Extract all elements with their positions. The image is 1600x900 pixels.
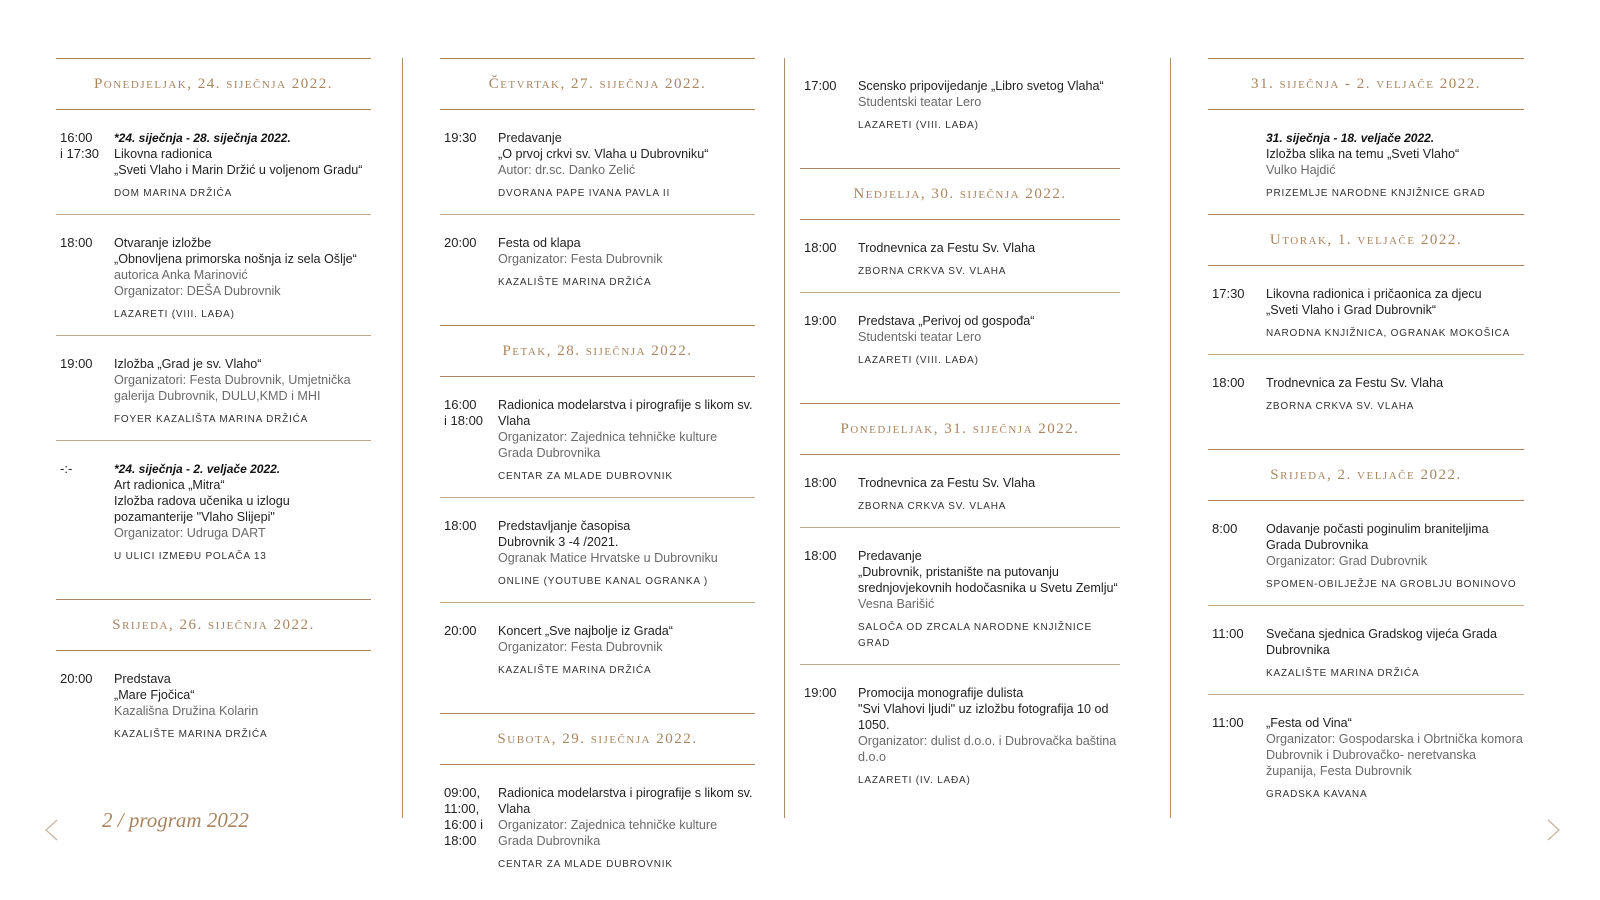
event-organizer: Organizator: Udruga DART (114, 526, 266, 540)
event-organizer: Studentski teatar Lero (858, 330, 982, 344)
event-time (800, 685, 858, 789)
chevron-left-icon (42, 818, 62, 842)
section-spacer (800, 146, 1120, 168)
event-organizer: Kazališna Družina Kolarin (114, 704, 259, 718)
event-details (498, 623, 755, 679)
event-title-line: „Sveti Vlaho i Grad Dubrovnik“ (1266, 303, 1437, 317)
event-location: SALOČA OD ZRCALA NARODNE KNJIŽNICE GRAD (858, 622, 1092, 649)
event-time (1208, 375, 1266, 415)
event-time-line: 18:00 (804, 475, 837, 490)
event-title-line: Promocija monografije dulista (858, 686, 1024, 700)
page-label: 2 / program 2022 (102, 808, 249, 832)
event-location: CENTAR ZA MLADE DUBROVNIK (498, 471, 673, 482)
event-details (114, 235, 371, 323)
event-time-line: 18:00 (1212, 375, 1245, 390)
event-location: U ULICI IZMEĐU POLAČA 13 (114, 551, 267, 562)
event-location: NARODNA KNJIŽNICA, OGRANAK MOKOŠICA (1266, 328, 1511, 339)
event-item (800, 220, 1120, 293)
event-title-line: „Festa od Vina“ (1266, 716, 1352, 730)
event-organizer: autorica Anka Marinović (114, 268, 248, 282)
event-time (56, 235, 114, 323)
event-time-line: 18:00 (444, 518, 477, 533)
event-title-line: Radionica modelarstva i pirografije s likom sv. Vlaha (498, 786, 753, 816)
day-title: 31. siječnja - 2. veljače 2022. (1251, 75, 1481, 92)
event-item (1208, 355, 1524, 427)
schedule-column-2 (440, 58, 755, 885)
event-title-line: Predavanje (498, 131, 562, 145)
event-title-line: Dubrovnik 3 -4 /2021. (498, 535, 619, 549)
event-time (440, 235, 498, 291)
event-details (1266, 715, 1524, 803)
event-time-line: 18:00 (444, 833, 477, 848)
event-time (1208, 626, 1266, 682)
event-title-line: Art radionica „Mitra“ (114, 478, 225, 492)
event-organizer: Organizator: DEŠA Dubrovnik (114, 284, 281, 298)
event-time-line: 19:30 (444, 130, 477, 145)
event-location: DVORANA PAPE IVANA PAVLA II (498, 188, 671, 199)
day-header (1208, 214, 1524, 266)
event-title-line: Likovna radionica i pričaonica za djecu (1266, 287, 1482, 301)
event-details (858, 548, 1120, 652)
event-details (498, 785, 755, 873)
event-time-line: 17:00 (804, 78, 837, 93)
event-title-line: „Mare Fjočica“ (114, 688, 195, 702)
event-time (800, 475, 858, 515)
event-details (114, 130, 371, 202)
section-spacer (1208, 427, 1524, 449)
event-item (440, 110, 755, 215)
day-header (56, 58, 371, 110)
event-date-range: *24. siječnja - 28. siječnja 2022. (114, 131, 291, 145)
event-location: LAZARETI (IV. LAĐA) (858, 775, 971, 786)
event-title-line: Izložba slika na temu „Sveti Vlaho“ (1266, 147, 1460, 161)
event-details (858, 475, 1120, 515)
event-time (56, 461, 114, 565)
event-time-line: 19:00 (804, 313, 837, 328)
event-title-line: Likovna radionica (114, 147, 213, 161)
event-organizer: Organizator: Gospodarska i Obrtnička komora Dubrovnik i Dubrovačko- neretvanska županija, Festa Dubrovnik (1266, 732, 1523, 778)
day-header (440, 325, 755, 377)
event-item (1208, 606, 1524, 695)
event-location: KAZALIŠTE MARINA DRŽIĆA (114, 729, 268, 740)
event-location: DOM MARINA DRŽIĆA (114, 188, 233, 199)
event-time-line: 16:00 (444, 397, 477, 412)
section-spacer (56, 577, 371, 599)
event-title-line: „Dubrovnik, pristanište na putovanju srednjovjekovnih hodočasnika u Svetu Zemlju“ (858, 565, 1118, 595)
event-details (1266, 521, 1524, 593)
event-location: ZBORNA CRKVA SV. VLAHA (858, 501, 1007, 512)
event-organizer: Organizator: Festa Dubrovnik (498, 640, 663, 654)
event-time (1208, 521, 1266, 593)
event-details (1266, 286, 1524, 342)
schedule-column-3 (800, 58, 1120, 801)
day-header (440, 713, 755, 765)
event-item (56, 336, 371, 441)
event-details (1266, 130, 1524, 202)
event-title-line: „Obnovljena primorska nošnja iz sela Ošlje“ (114, 252, 357, 266)
event-title-line: Otvaranje izložbe (114, 236, 212, 250)
event-time (440, 397, 498, 485)
event-item (56, 651, 371, 755)
event-title-line: Trodnevnica za Festu Sv. Vlaha (858, 476, 1036, 490)
day-header (1208, 449, 1524, 501)
event-title-line: "Svi Vlahovi ljudi" uz izložbu fotografija 10 od 1050. (858, 702, 1109, 732)
section-spacer (440, 691, 755, 713)
event-time-line: 11:00 (1212, 715, 1244, 730)
event-location: CENTAR ZA MLADE DUBROVNIK (498, 859, 673, 870)
event-title-line: Predavanje (858, 549, 922, 563)
event-time-line: 20:00 (60, 671, 93, 686)
event-details (1266, 626, 1524, 682)
event-location: ONLINE (YOUTUBE KANAL OGRANKA ) (498, 576, 709, 587)
event-details (498, 130, 755, 202)
event-item (440, 603, 755, 691)
event-item (800, 665, 1120, 801)
event-item (800, 528, 1120, 665)
event-time (56, 671, 114, 743)
section-spacer (800, 381, 1120, 403)
event-organizer: Organizatori: Festa Dubrovnik, Umjetnička galerija Dubrovnik, DULU,KMD i MHI (114, 373, 351, 403)
column-divider (784, 58, 785, 818)
schedule-column-4 (1208, 58, 1524, 815)
previous-page-button[interactable] (42, 818, 62, 838)
event-item (1208, 266, 1524, 355)
event-location: KAZALIŠTE MARINA DRŽIĆA (498, 665, 652, 676)
column-divider (402, 58, 403, 818)
event-time (56, 130, 114, 202)
event-title-line: Scensko pripovijedanje „Libro svetog Vlaha“ (858, 79, 1104, 93)
event-title-line: Predstava (114, 672, 171, 686)
event-location: LAZARETI (VIII. LAĐA) (858, 355, 979, 366)
event-location: SPOMEN-OBILJEŽJE NA GROBLJU BONINOVO (1266, 579, 1517, 590)
event-time-line: 16:00 i (444, 817, 484, 832)
event-time (800, 78, 858, 134)
chevron-right-icon (1543, 818, 1563, 842)
day-header (800, 168, 1120, 220)
event-time-line: -:- (60, 461, 73, 476)
day-title: Ponedjeljak, 31. siječnja 2022. (840, 420, 1080, 437)
event-time-line: i 17:30 (60, 146, 100, 161)
day-title: Nedjelja, 30. siječnja 2022. (853, 185, 1067, 202)
event-organizer: Organizator: Festa Dubrovnik (498, 252, 663, 266)
event-time (56, 356, 114, 428)
event-time-line: 19:00 (60, 356, 93, 371)
day-title: Četvrtak, 27. siječnja 2022. (488, 75, 707, 92)
event-time-line: i 18:00 (444, 413, 484, 428)
event-time (1208, 286, 1266, 342)
event-title-line: Svečana sjednica Gradskog vijeća Grada Dubrovnika (1266, 627, 1498, 657)
event-item (440, 765, 755, 885)
event-time (440, 623, 498, 679)
event-item (440, 377, 755, 498)
event-details (858, 240, 1120, 280)
event-location: ZBORNA CRKVA SV. VLAHA (1266, 401, 1415, 412)
event-details (114, 461, 371, 565)
event-time-line: 20:00 (444, 623, 477, 638)
day-title: Petak, 28. siječnja 2022. (502, 342, 693, 359)
event-organizer: Organizator: Grad Dubrovnik (1266, 554, 1427, 568)
event-time-line: 09:00, (444, 785, 481, 800)
event-details (114, 671, 371, 743)
event-time-line: 11:00 (1212, 626, 1244, 641)
event-item (1208, 501, 1524, 606)
event-time (800, 548, 858, 652)
event-details (498, 518, 755, 590)
event-item (800, 293, 1120, 381)
event-title-line: Predstavljanje časopisa (498, 519, 631, 533)
event-time-line: 8:00 (1212, 521, 1238, 536)
event-title-line: „O prvoj crkvi sv. Vlaha u Dubrovniku“ (498, 147, 709, 161)
day-title: Srijeda, 26. siječnja 2022. (112, 616, 315, 633)
event-organizer: Autor: dr.sc. Danko Zelić (498, 163, 636, 177)
event-item (800, 58, 1120, 146)
event-title-line: Odavanje počasti poginulim braniteljima Grada Dubrovnika (1266, 522, 1489, 552)
event-time-line: 16:00 (60, 130, 93, 145)
event-title-line: Predstava „Perivoj od gospođa“ (858, 314, 1035, 328)
event-organizer: Vesna Barišić (858, 597, 935, 611)
event-item (1208, 695, 1524, 815)
event-time-line: 18:00 (804, 240, 837, 255)
next-page-button[interactable] (1543, 818, 1563, 838)
event-organizer: Ogranak Matice Hrvatske u Dubrovniku (498, 551, 718, 565)
event-time-line: 20:00 (444, 235, 477, 250)
event-time-line: 19:00 (804, 685, 837, 700)
event-time (1208, 715, 1266, 803)
day-title: Utorak, 1. veljače 2022. (1269, 231, 1463, 248)
event-location: PRIZEMLJE NARODNE KNJIŽNICE GRAD (1266, 188, 1486, 199)
day-header (1208, 58, 1524, 110)
event-time-line: 17:30 (1212, 286, 1245, 301)
schedule-column-1 (56, 58, 371, 755)
event-title-line: Izložba radova učenika u izlogu pozamanterije "Vlaho Slijepi" (114, 494, 290, 524)
event-details (858, 78, 1120, 134)
event-details (1266, 375, 1524, 415)
event-time (440, 130, 498, 202)
event-time-line: 18:00 (804, 548, 837, 563)
event-details (114, 356, 371, 428)
event-time (1208, 130, 1266, 202)
event-time (800, 240, 858, 280)
event-item (56, 441, 371, 577)
event-details (498, 397, 755, 485)
day-title: Subota, 29. siječnja 2022. (497, 730, 698, 747)
event-item (56, 110, 371, 215)
day-header (56, 599, 371, 651)
event-organizer: Organizator: dulist d.o.o. i Dubrovačka baština d.o.o (858, 734, 1117, 764)
event-organizer: Organizator: Zajednica tehničke kulture Grada Dubrovnika (498, 430, 718, 460)
day-title: Srijeda, 2. veljače 2022. (1270, 466, 1462, 483)
event-item (440, 215, 755, 303)
event-date-range: *24. siječnja - 2. veljače 2022. (114, 462, 281, 476)
day-header (800, 403, 1120, 455)
event-organizer: Vulko Hajdić (1266, 163, 1336, 177)
event-item (800, 455, 1120, 528)
event-location: LAZARETI (VIII. LAĐA) (114, 309, 235, 320)
event-location: LAZARETI (VIII. LAĐA) (858, 120, 979, 131)
event-details (858, 685, 1120, 789)
event-location: ZBORNA CRKVA SV. VLAHA (858, 266, 1007, 277)
event-title-line: Izložba „Grad je sv. Vlaho“ (114, 357, 262, 371)
event-organizer: Organizator: Zajednica tehničke kulture Grada Dubrovnika (498, 818, 718, 848)
event-location: KAZALIŠTE MARINA DRŽIĆA (1266, 668, 1420, 679)
event-location: GRADSKA KAVANA (1266, 789, 1368, 800)
event-item (56, 215, 371, 336)
event-details (858, 313, 1120, 369)
event-item (1208, 110, 1524, 214)
event-time-line: 11:00, (444, 801, 480, 816)
event-title-line: Festa od klapa (498, 236, 581, 250)
event-title-line: Radionica modelarstva i pirografije s likom sv. Vlaha (498, 398, 753, 428)
event-time (440, 785, 498, 873)
day-title: Ponedjeljak, 24. siječnja 2022. (93, 75, 334, 92)
section-spacer (440, 303, 755, 325)
event-title-line: Trodnevnica za Festu Sv. Vlaha (858, 241, 1036, 255)
event-details (498, 235, 755, 291)
event-item (440, 498, 755, 603)
day-header (440, 58, 755, 110)
event-time-line: 18:00 (60, 235, 93, 250)
event-title-line: Koncert „Sve najbolje iz Grada“ (498, 624, 673, 638)
event-time (800, 313, 858, 369)
event-organizer: Studentski teatar Lero (858, 95, 982, 109)
event-location: KAZALIŠTE MARINA DRŽIĆA (498, 277, 652, 288)
event-title-line: „Sveti Vlaho i Marin Držić u voljenom Gradu“ (114, 163, 363, 177)
event-location: FOYER KAZALIŠTA MARINA DRŽIĆA (114, 414, 309, 425)
event-time (440, 518, 498, 590)
event-date-range: 31. siječnja - 18. veljače 2022. (1266, 131, 1435, 145)
event-title-line: Trodnevnica za Festu Sv. Vlaha (1266, 376, 1444, 390)
column-divider (1170, 58, 1171, 818)
